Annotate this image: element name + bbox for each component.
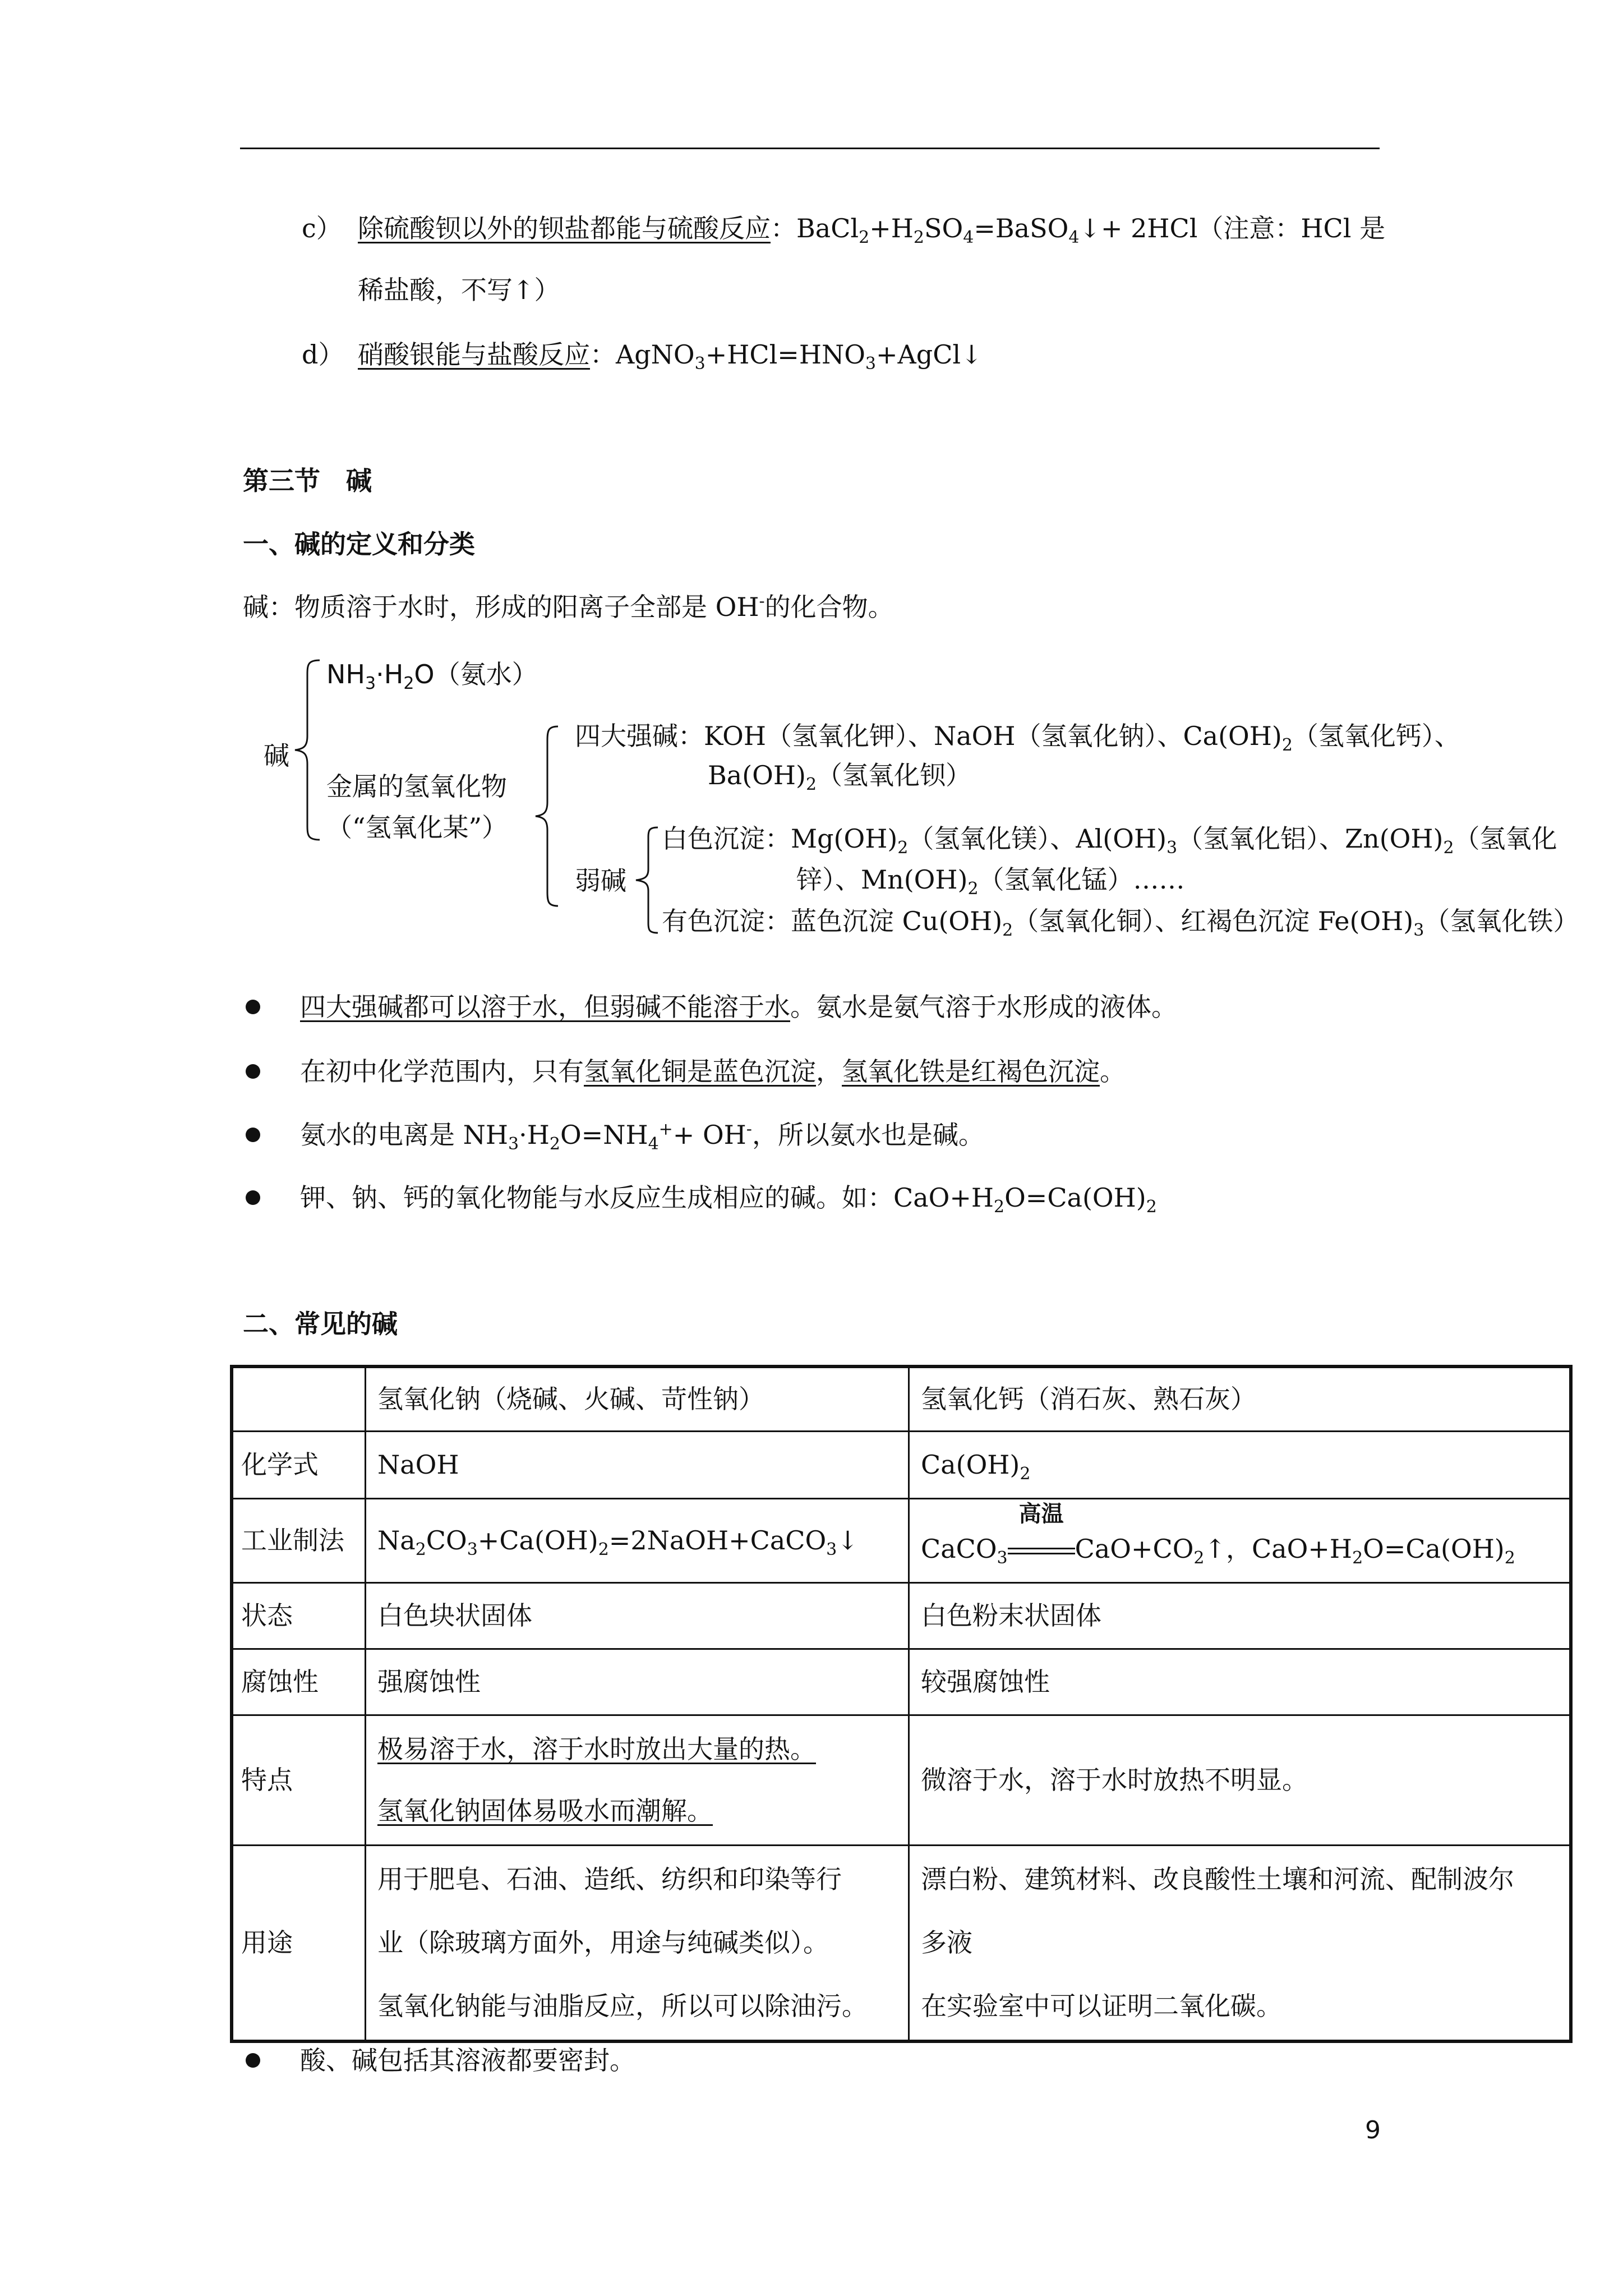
cell-text: 极易溶于水，溶于水时放出大量的热。: [377, 1734, 816, 1764]
page-number: 9: [1365, 2116, 1381, 2145]
tree-weak-label: 弱碱: [575, 866, 626, 896]
item-d-formula: ：$AgNO_3+HCl=HNO_3+AgCl↓$: [590, 339, 983, 374]
final-bullet: 酸、碱包括其溶液都要密封。: [300, 2045, 635, 2076]
cell-text: 在实验室中可以证明二氧化碳。: [921, 1991, 1282, 2022]
cell-text: 微溶于水，溶于水时放热不明显。: [921, 1765, 1308, 1795]
item-d-underlined: 硝酸银能与盐酸反应: [358, 339, 590, 370]
tree-root-brace: [292, 657, 325, 843]
tree-strong-line1: [575, 719, 1460, 756]
tree-weak-brace: [633, 825, 661, 937]
bullet-dot-4: [246, 1190, 260, 1205]
common-bases-table: [230, 1365, 1573, 2043]
cell-text: $CaO+CO_2↑$，$CaO+H_2O=Ca(OH)_2$: [1075, 1534, 1515, 1568]
subsection-common-bases-title: 二、常见的碱: [243, 1309, 398, 1339]
tree-root-label: 碱: [264, 740, 289, 771]
cell-caoh-features: [909, 1715, 1571, 1845]
row-label-formula: 化学式: [232, 1431, 366, 1498]
cell-naoh-uses: [366, 1845, 909, 2041]
bullet-dot-1: [246, 1000, 260, 1014]
bullet-dot-2: [246, 1064, 260, 1079]
cell-text: 白色块状固体: [377, 1600, 532, 1631]
table-row: [232, 1649, 1571, 1715]
cell-text: NaOH: [377, 1450, 459, 1480]
high-temp-condition: [1008, 1501, 1075, 1566]
item-d-line: [358, 338, 983, 374]
tree-colored-line: 有色沉淀：蓝色沉淀 $Cu(OH)_2$（氢氧化铜）、红褐色沉淀 $Fe(OH)_3$（氢氧化铁）: [662, 906, 1579, 941]
cell-text: 氢氧化钠能与油脂反应，所以可以除油污。: [377, 1991, 868, 2022]
bullet-4: 钾、钠、钙的氧化物能与水反应生成相应的碱。如：$CaO+H_2O=Ca(OH)_2$: [300, 1182, 1157, 1217]
section-title: 第三节 碱: [243, 466, 372, 496]
item-d-marker: d）: [302, 339, 344, 370]
cell-naoh-features: [366, 1715, 909, 1845]
item-c-continuation: 稀盐酸，不写↑）: [358, 275, 560, 305]
cell-text: 氢氧化钠固体易吸水而潮解。: [377, 1796, 713, 1826]
table-header-empty: [232, 1366, 366, 1431]
tree-white-line2: 锌）、$Mn(OH)_2$（氢氧化锰）……: [796, 864, 1185, 899]
header-rule: [240, 148, 1380, 149]
tree-strong-line1-text: 四大强碱：KOH（氢氧化钾）、NaOH（氢氧化钠）、$Ca(OH)_2$（氢氧化钙）、: [575, 721, 1460, 756]
cell-caoh-production: [909, 1498, 1571, 1582]
reaction-equals-bar: [1008, 1548, 1075, 1554]
cell-caoh-formula: [909, 1431, 1571, 1498]
condition-label: 高温: [1018, 1501, 1064, 1527]
cell-naoh-formula: [366, 1431, 909, 1498]
row-label-state: 状态: [232, 1582, 366, 1649]
bullet-3: 氨水的电离是 $NH_3\cdot H_2O=NH_4^++ OH^-$，所以氨水也是碱。: [300, 1119, 984, 1154]
table-header-row: [232, 1366, 1571, 1431]
bullet-dot-3: [246, 1128, 260, 1142]
tree-ammonia: $NH_3\cdot H_2O$（氨水）: [326, 659, 538, 694]
cell-text: CaCO$_3$: [921, 1534, 1008, 1568]
tree-white-line1: 白色沉淀：$Mg(OH)_2$（氢氧化镁）、$Al(OH)_3$（氢氧化铝）、$Zn(OH)_2$（氢氧化: [662, 823, 1557, 858]
cell-text: $Ca(OH)_2$: [921, 1450, 1031, 1484]
table-row: [232, 1845, 1571, 2041]
bullet-1: 四大强碱都可以溶于水，但弱碱不能溶于水。氨水是氨气溶于水形成的液体。: [300, 992, 1177, 1022]
cell-text: 多液: [921, 1927, 972, 1958]
item-c-line: [358, 211, 1386, 248]
cell-text: $Na_2CO_3+Ca(OH)_2=2NaOH+CaCO_3↓$: [377, 1525, 859, 1560]
tree-metal-hydroxide: 金属的氢氧化物: [326, 771, 507, 802]
table-row: [232, 1431, 1571, 1498]
row-label-corrosiveness: 腐蚀性: [232, 1649, 366, 1715]
table-row: [232, 1715, 1571, 1845]
table-header-naoh: 氢氧化钠（烧碱、火碱、苛性钠）: [366, 1366, 909, 1431]
row-label-features: 特点: [232, 1715, 366, 1845]
subsection-definition-title: 一、碱的定义和分类: [243, 529, 475, 559]
tree-metal-hydroxide-note: （“氢氧化某”）: [326, 812, 508, 843]
cell-text: 用于肥皂、石油、造纸、纺织和印染等行: [377, 1864, 842, 1895]
table-header-caoh: 氢氧化钙（消石灰、熟石灰）: [909, 1366, 1571, 1431]
cell-caoh-uses: [909, 1845, 1571, 2041]
tree-metal-brace: [533, 724, 561, 909]
item-c-formula: ：$BaCl_2+H_2SO_4=BaSO_4↓+ 2HCl$（注意：HCl 是: [771, 213, 1386, 248]
cell-text: 较强腐蚀性: [921, 1667, 1050, 1697]
cell-caoh-state: [909, 1582, 1571, 1649]
cell-text: 漂白粉、建筑材料、改良酸性土壤和河流、配制波尔: [921, 1864, 1514, 1895]
bullet-2: 在初中化学范围内，只有氢氧化铜是蓝色沉淀，氢氧化铁是红褐色沉淀。: [300, 1056, 1126, 1087]
table-row: [232, 1498, 1571, 1582]
cell-caoh-corrosiveness: [909, 1649, 1571, 1715]
bullet-dot-final: [246, 2053, 260, 2068]
row-label-production: 工业制法: [232, 1498, 366, 1582]
cell-naoh-production: [366, 1498, 909, 1582]
row-label-uses: 用途: [232, 1845, 366, 2041]
cell-text: 强腐蚀性: [377, 1667, 481, 1697]
base-definition: 碱：物质溶于水时，形成的阳离子全部是 OH-的化合物。: [243, 591, 894, 622]
table-row: [232, 1582, 1571, 1649]
cell-text: 白色粉末状固体: [921, 1600, 1101, 1631]
cell-naoh-state: [366, 1582, 909, 1649]
cell-naoh-corrosiveness: [366, 1649, 909, 1715]
cell-text: 业（除玻璃方面外，用途与纯碱类似）。: [377, 1927, 829, 1958]
item-c-underlined: 除硫酸钡以外的钡盐都能与硫酸反应: [358, 213, 771, 243]
item-c-marker: c）: [302, 213, 342, 243]
tree-strong-line2: $Ba(OH)_2$（氢氧化钡）: [708, 760, 972, 795]
